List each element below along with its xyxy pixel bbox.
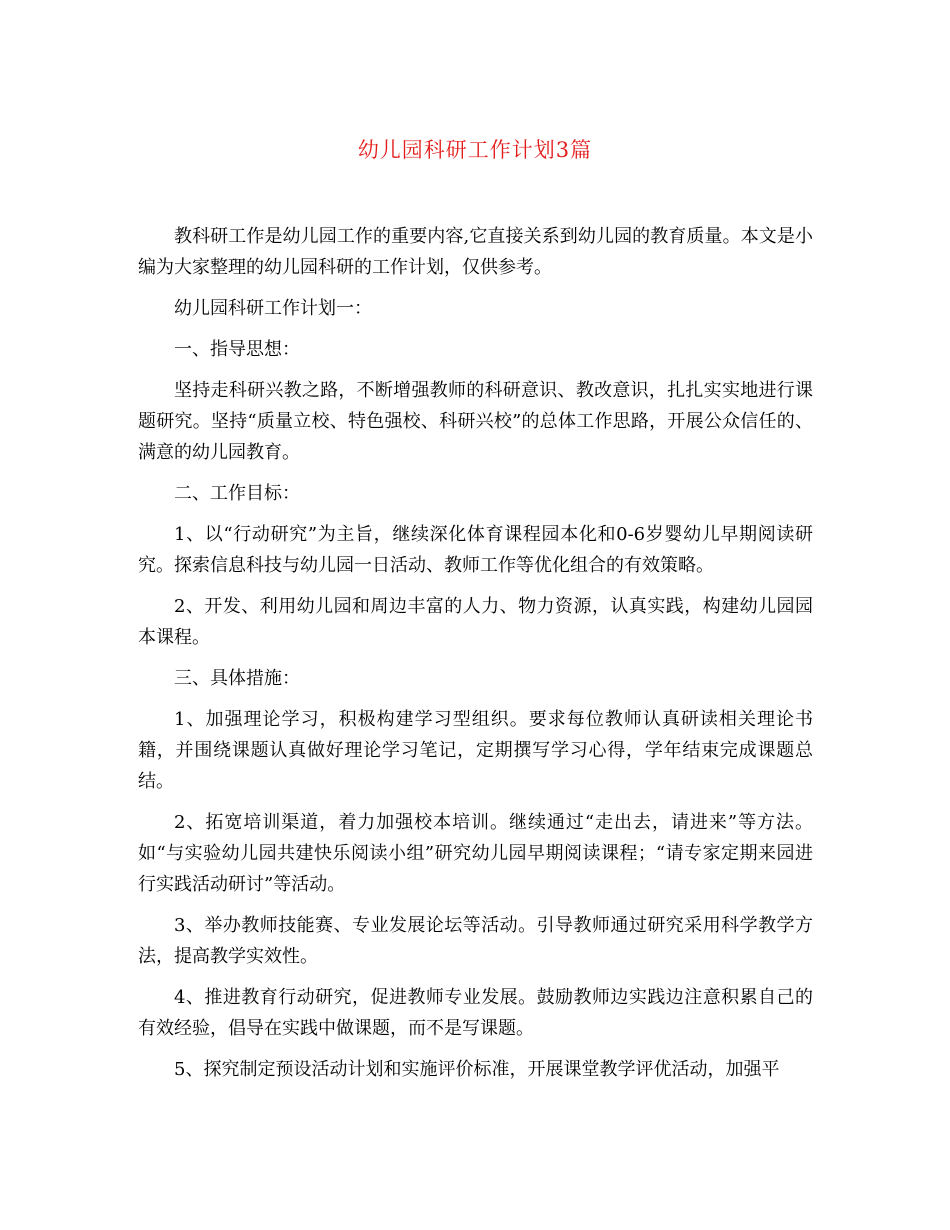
paragraph-guiding-thought-body: 坚持走科研兴教之路，不断增强教师的科研意识、教改意识，扎扎实实地进行课题研究。坚持“质量立校、特色强校、科研兴校”的总体工作思路，开展公众信任的、满意的幼儿园教育。 <box>138 380 813 463</box>
paragraph-goal-2: 2、开发、利用幼儿园和周边丰富的人力、物力资源，认真实践，构建幼儿园园本课程。 <box>138 596 813 648</box>
paragraph-plan-one-heading: 幼儿园科研工作计划一： <box>174 298 372 319</box>
paragraph-measure-2: 2、拓宽培训渠道，着力加强校本培训。继续通过“走出去，请进来”等方法。如“与实验幼儿园共建快乐阅读小组”研究幼儿园早期阅读课程；“请专家定期来园进行实践活动研讨”等活动。 <box>138 812 813 895</box>
paragraph-measure-3: 3、举办教师技能赛、专业发展论坛等活动。引导教师通过研究采用科学教学方法，提高教学实效性。 <box>138 915 813 967</box>
paragraph-goal-1: 1、以“行动研究”为主旨，继续深化体育课程园本化和0-6岁婴幼儿早期阅读研究。探索信息科技与幼儿园一日活动、教师工作等优化组合的有效策略。 <box>138 524 813 576</box>
paragraph-measure-4: 4、推进教育行动研究，促进教师专业发展。鼓励教师边实践边注意积累自己的有效经验，倡导在实践中做课题，而不是写课题。 <box>138 987 813 1039</box>
paragraph-section-guiding-thought: 一、指导思想： <box>174 339 300 360</box>
document-body <box>138 221 813 1095</box>
paragraph-intro: 教科研工作是幼儿园工作的重要内容,它直接关系到幼儿园的教育质量。本文是小编为大家整理的幼儿园科研的工作计划，仅供参考。 <box>138 226 813 278</box>
paragraph-measure-1: 1、加强理论学习，积极构建学习型组织。要求每位教师认真研读相关理论书籍，并围绕课题认真做好理论学习笔记，定期撰写学习心得，学年结束完成课题总结。 <box>138 709 813 792</box>
paragraph-section-measures: 三、具体措施： <box>174 668 300 689</box>
paragraph-section-work-goals: 二、工作目标： <box>174 483 300 504</box>
document-title: 幼儿园科研工作计划3篇 <box>357 138 593 162</box>
paragraph-measure-5: 5、探究制定预设活动计划和实施评价标准，开展课堂教学评优活动，加强平 <box>174 1059 780 1080</box>
